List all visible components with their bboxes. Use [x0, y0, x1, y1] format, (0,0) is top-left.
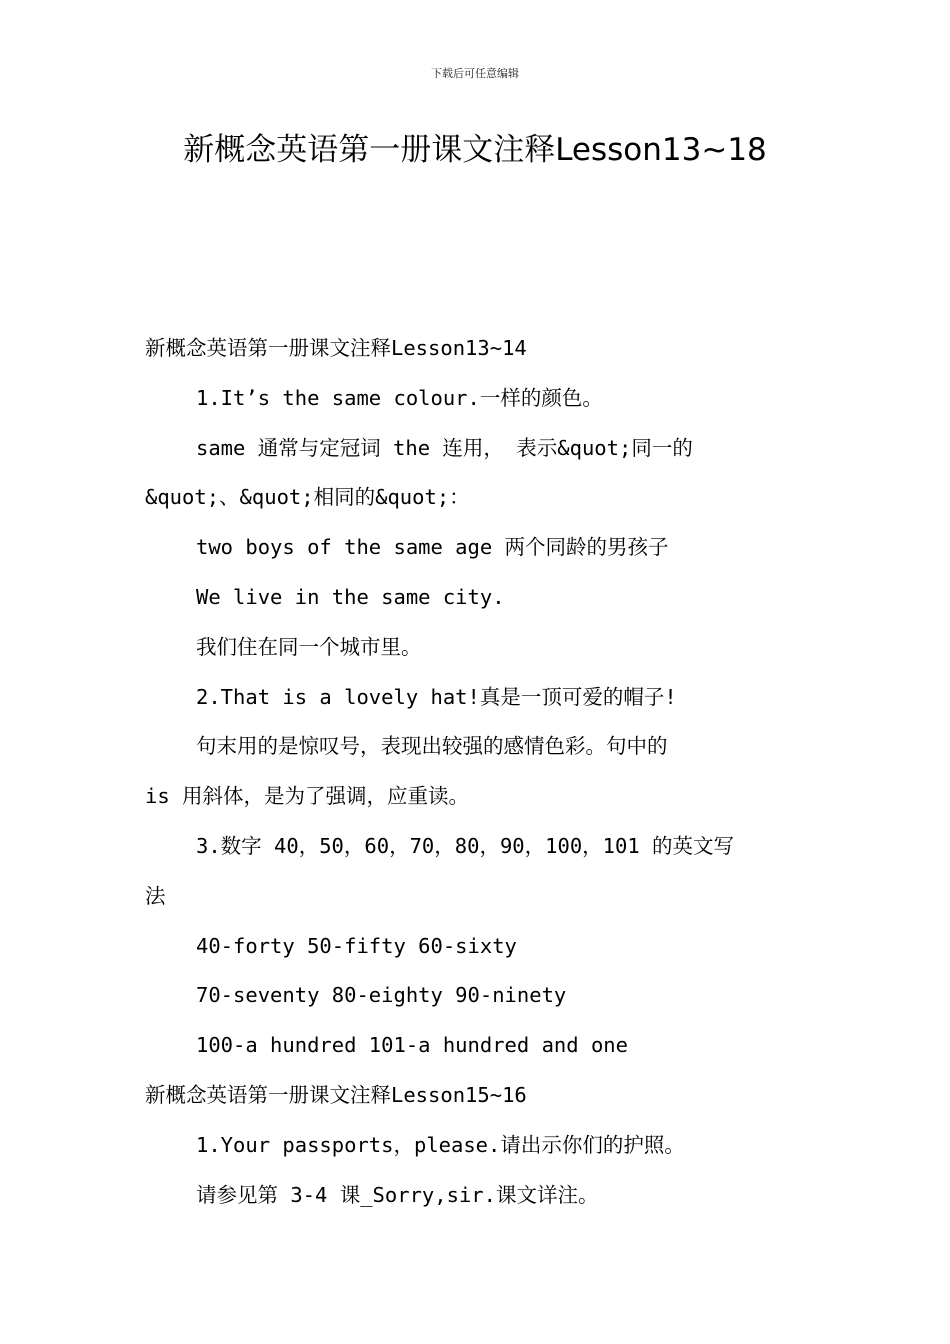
paragraph-line: 我们住在同一个城市里。 — [196, 634, 422, 659]
paragraph-line: 70-seventy 80-eighty 90-ninety — [196, 983, 567, 1008]
paragraph-line: 3.数字 40，50，60，70，80，90，100，101 的英文写 — [196, 833, 735, 858]
paragraph-line: 1.It’s the same colour.一样的颜色。 — [196, 385, 603, 410]
paragraph-line: &quot;、&quot;相同的&quot;： — [145, 485, 470, 510]
paragraph-line: 法 — [145, 883, 166, 908]
paragraph-line: 句末用的是惊叹号，表现出较强的感情色彩。句中的 — [196, 734, 668, 759]
section-heading-lesson13-14: 新概念英语第一册课文注释Lesson13~14 — [145, 336, 527, 360]
paragraph-line: 100-a hundred 101-a hundred and one — [196, 1033, 628, 1058]
header-note: 下载后可任意编辑 — [431, 67, 519, 80]
paragraph-line: is 用斜体，是为了强调，应重读。 — [145, 784, 470, 809]
paragraph-line: 请参见第 3-4 课_Sorry,sir.课文详注。 — [196, 1182, 599, 1207]
document-title: 新概念英语第一册课文注释Lesson13~18 — [183, 132, 767, 168]
paragraph-line: 1.Your passports，please.请出示你们的护照。 — [196, 1132, 685, 1157]
section-heading-lesson15-16: 新概念英语第一册课文注释Lesson15~16 — [145, 1082, 527, 1107]
paragraph-line: We live in the same city. — [196, 584, 505, 609]
paragraph-line: 40-forty 50-fifty 60-sixty — [196, 933, 517, 958]
paragraph-line: 2.That is a lovely hat!真是一顶可爱的帽子! — [196, 684, 677, 709]
document-body — [145, 324, 810, 1220]
paragraph-line: same 通常与定冠词 the 连用， 表示&quot;同一的 — [196, 435, 693, 460]
paragraph-line: two boys of the same age 两个同龄的男孩子 — [196, 535, 669, 560]
